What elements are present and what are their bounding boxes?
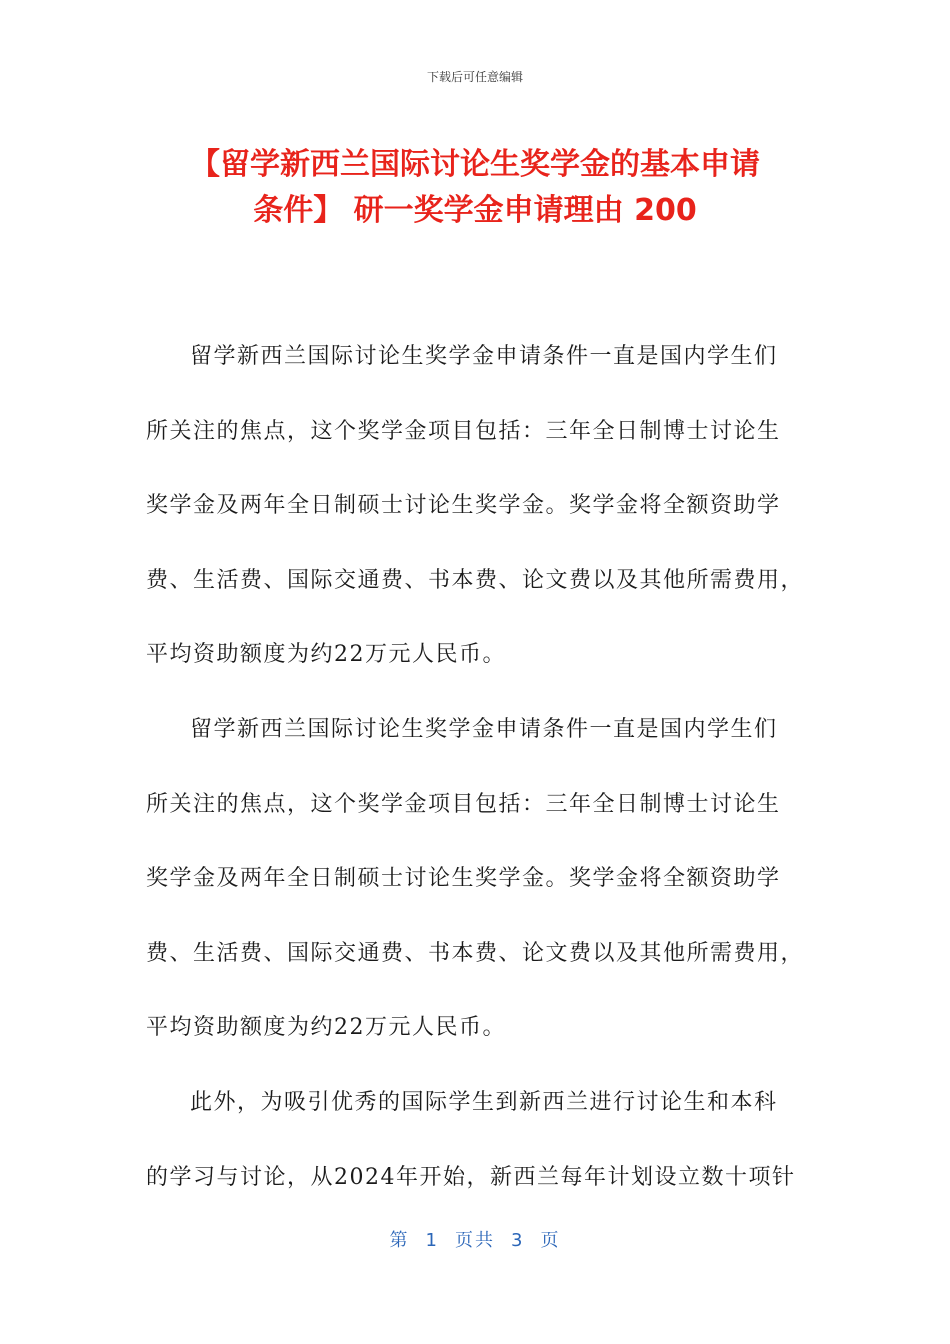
paragraph-line: 的学习与讨论，从2024年开始，新西兰每年计划设立数十项针 bbox=[146, 1164, 796, 1190]
title-line-2: 条件】 研一奖学金申请理由 200 bbox=[253, 193, 697, 228]
footer-page-middle: 页共 bbox=[455, 1230, 495, 1251]
footer-page-prefix: 第 bbox=[389, 1230, 410, 1251]
paragraph-line: 所关注的焦点，这个奖学金项目包括：三年全日制博士讨论生 bbox=[146, 791, 781, 817]
header-note: 下载后可任意编辑 bbox=[426, 70, 523, 84]
paragraph-line: 费、生活费、国际交通费、书本费、论文费以及其他所需费用， bbox=[146, 567, 805, 593]
paragraph-3 bbox=[146, 1066, 806, 1215]
footer-page-suffix: 页 bbox=[540, 1230, 561, 1251]
paragraph-line: 平均资助额度为约22万元人民币。 bbox=[146, 642, 506, 668]
paragraph-line: 所关注的焦点，这个奖学金项目包括：三年全日制博士讨论生 bbox=[146, 418, 781, 444]
document-body bbox=[146, 320, 806, 1215]
page-footer bbox=[0, 1226, 950, 1252]
paragraph-line: 此外，为吸引优秀的国际学生到新西兰进行讨论生和本科 bbox=[190, 1089, 778, 1115]
paragraph-2 bbox=[146, 693, 806, 1066]
paragraph-1 bbox=[146, 320, 806, 693]
title-line-1: 【留学新西兰国际讨论生奖学金的基本申请 bbox=[190, 147, 760, 182]
document-title bbox=[120, 142, 830, 234]
paragraph-line: 留学新西兰国际讨论生奖学金申请条件一直是国内学生们 bbox=[190, 716, 778, 742]
paragraph-line: 费、生活费、国际交通费、书本费、论文费以及其他所需费用， bbox=[146, 940, 805, 966]
paragraph-line: 奖学金及两年全日制硕士讨论生奖学金。奖学金将全额资助学 bbox=[146, 866, 781, 892]
footer-page-total: 3 bbox=[511, 1230, 525, 1251]
paragraph-line: 留学新西兰国际讨论生奖学金申请条件一直是国内学生们 bbox=[190, 344, 778, 369]
paragraph-line: 奖学金及两年全日制硕士讨论生奖学金。奖学金将全额资助学 bbox=[146, 493, 781, 519]
paragraph-line: 平均资助额度为约22万元人民币。 bbox=[146, 1015, 506, 1041]
footer-page-number: 1 bbox=[425, 1230, 439, 1251]
